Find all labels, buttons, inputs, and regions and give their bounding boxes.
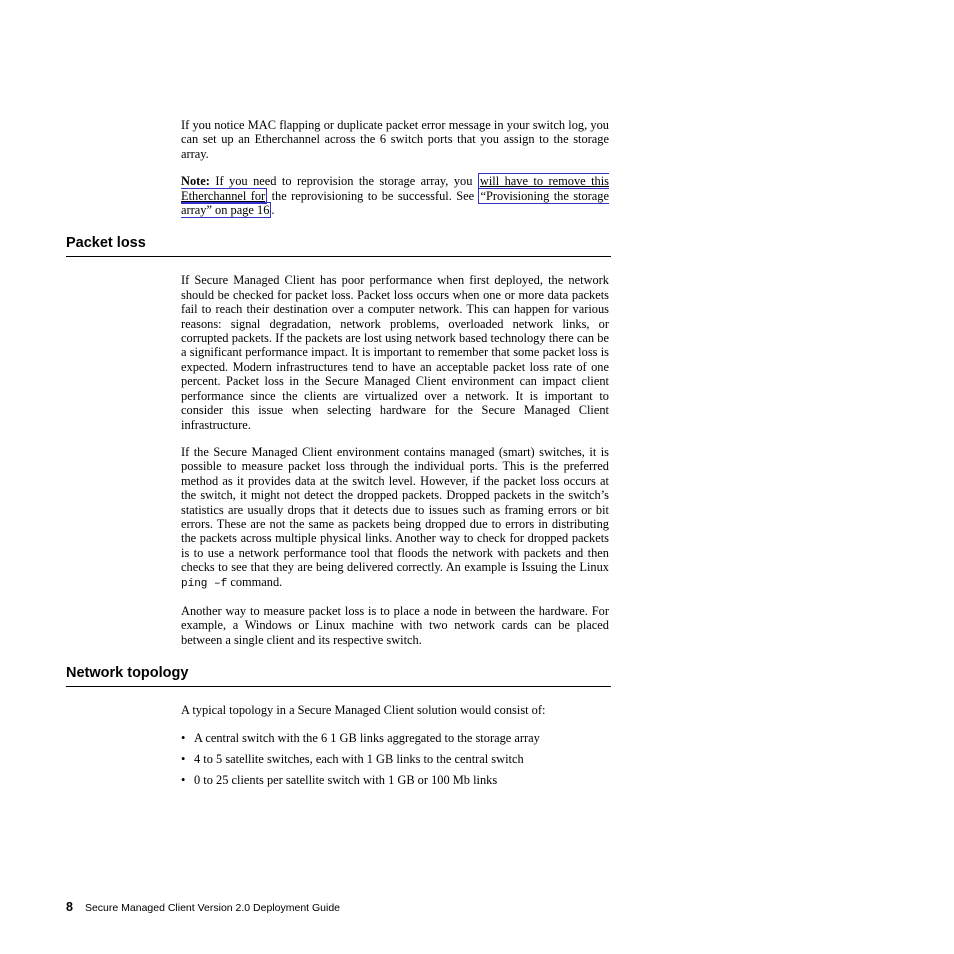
link-remove-etherchannel[interactable]: will have to remove this Etherchannel for [181, 174, 609, 203]
heading-network-topology: Network topology [66, 665, 611, 687]
heading-packet-loss: Packet loss [66, 235, 611, 257]
section-network-topology [66, 665, 611, 788]
list-item: • A central switch with the 6 1 GB links aggregated to the storage array [181, 731, 609, 745]
inline-code-ping: ping –f [181, 577, 228, 590]
packet-loss-paragraph-2-text: If the Secure Managed Client environment contains managed (smart) switches, it is possible to measure packet loss through the individual ports. This is the preferred method as it provides data at the switch level. However, if the packet loss occurs at the switch, it might not detect the dropped packets. Dropped packets in the switch’s statistics are usually drops that it detects due to issues such as framing errors or bit errors. These are not the same as packets being dropped due to errors in distributing the packets across multiple physical links. Another way to check for dropped packets is to use a network performance tool that floods the network with packets and then checks to see that they are being delivered correctly. An example is Issuing the Linux [181, 444, 609, 575]
packet-loss-paragraph-2 [181, 445, 609, 591]
intro-block [181, 118, 609, 217]
note-text-after: . [271, 203, 275, 218]
network-topology-body [181, 703, 609, 788]
note-paragraph [181, 174, 609, 217]
packet-loss-body [181, 273, 609, 647]
footer-page-number: 8 [66, 900, 73, 914]
link-provisioning-storage-array[interactable]: “Provisioning the storage array” on page 16 [181, 188, 609, 218]
note-text-before: If you need to reprovision the storage array, you [209, 174, 478, 189]
footer-title: Secure Managed Client Version 2.0 Deployment Guide [84, 902, 341, 914]
packet-loss-paragraph-2-tail: command. [227, 574, 283, 589]
intro-paragraph: If you notice MAC flapping or duplicate packet error message in your switch log, you can set up an Etherchannel across the 6 switch ports that you assign to the storage array. [181, 118, 609, 161]
page-footer [66, 900, 666, 914]
packet-loss-paragraph-3: Another way to measure packet loss is to place a node in between the hardware. For example, a Windows or Linux machine with two network cards can be placed between a single client and its respective switch. [181, 603, 609, 647]
list-item: • 4 to 5 satellite switches, each with 1 GB links to the central switch [181, 752, 609, 766]
network-topology-bullets [181, 731, 609, 788]
page-content [66, 118, 611, 795]
network-topology-intro: A typical topology in a Secure Managed Client solution would consist of: [181, 703, 546, 718]
section-packet-loss [66, 235, 611, 647]
note-text-middle: the reprovisioning to be successful. See [267, 188, 479, 203]
note-label: Note: [181, 174, 210, 189]
list-item: • 0 to 25 clients per satellite switch with 1 GB or 100 Mb links [181, 773, 609, 787]
packet-loss-paragraph-1: If Secure Managed Client has poor performance when first deployed, the network should be checked for packet loss. Packet loss occurs when one or more data packets fail to reach their destination over a computer network. This can happen for various reasons: signal degradation, network problems, overloaded network links, or corrupted packets. If the packets are lost using network based technology there can be a significant performance impact. It is important to remember that some packet loss is expected. Modern infrastructures tend to have an acceptable packet loss rate of one percent. Packet loss in the Secure Managed Client environment can impact client performance since the clients are virtualized over a network. It is important to consider this issue when selecting hardware for the Secure Managed Client infrastructure. [181, 273, 609, 432]
